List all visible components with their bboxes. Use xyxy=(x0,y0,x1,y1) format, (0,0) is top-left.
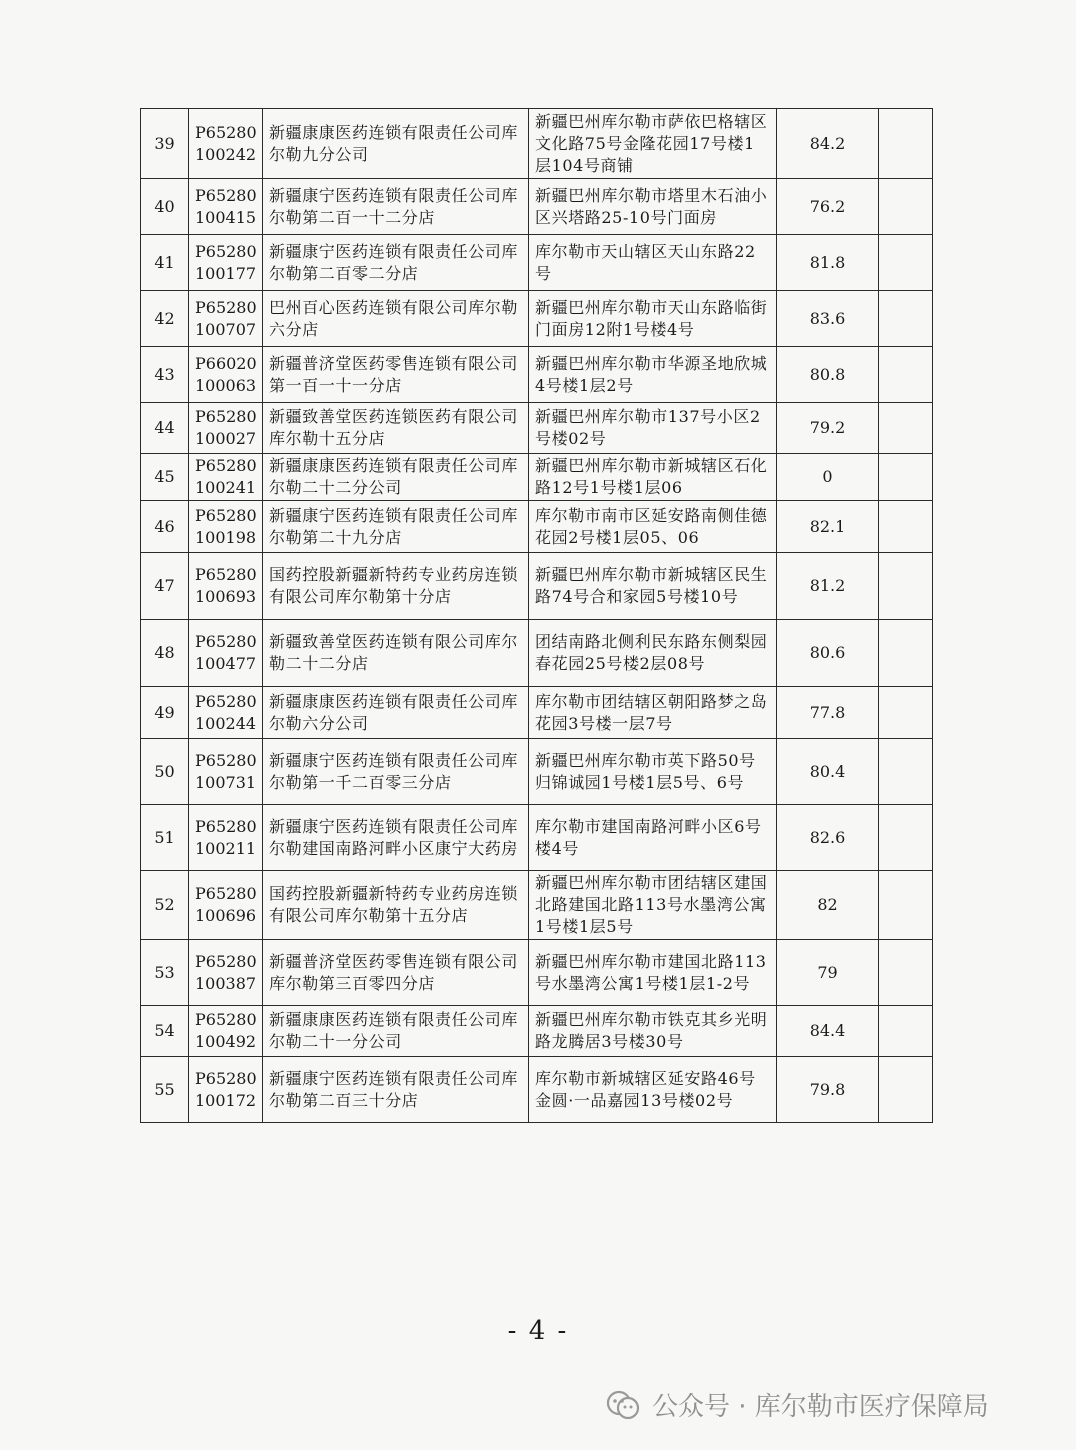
score: 82 xyxy=(777,871,879,940)
table-row xyxy=(141,805,933,871)
score: 79 xyxy=(777,940,879,1006)
row-number: 49 xyxy=(141,687,189,739)
institution-code-prefix: P65280 xyxy=(195,407,257,426)
institution-code-prefix: P65280 xyxy=(195,565,257,584)
pharmacy-name: 国药控股新疆新特药专业药房连锁有限公司库尔勒第十五分店 xyxy=(263,871,529,940)
row-number: 48 xyxy=(141,620,189,687)
institution-code xyxy=(189,805,263,871)
pharmacy-name: 新疆康康医药连锁有限责任公司库尔勒二十一分公司 xyxy=(263,1006,529,1057)
institution-code-suffix: 100211 xyxy=(195,838,257,858)
institution-code xyxy=(189,687,263,739)
institution-code-suffix: 100696 xyxy=(195,906,257,925)
institution-code-prefix: P65280 xyxy=(195,241,257,261)
pharmacy-name: 巴州百心医药连锁有限公司库尔勒六分店 xyxy=(263,291,529,347)
table-row xyxy=(141,454,933,501)
institution-code-suffix: 100492 xyxy=(195,1032,257,1051)
institution-code-prefix: P65280 xyxy=(195,632,257,651)
empty-cell xyxy=(879,291,933,347)
institution-code-suffix: 100241 xyxy=(195,478,257,497)
empty-cell xyxy=(879,1006,933,1057)
table-row xyxy=(141,1057,933,1123)
score: 80.8 xyxy=(777,347,879,403)
institution-code-prefix: P65280 xyxy=(195,297,257,317)
pharmacy-score-table xyxy=(140,108,933,1123)
pharmacy-name: 新疆康宁医药连锁有限责任公司库尔勒第二百三十分店 xyxy=(263,1057,529,1123)
pharmacy-address: 新疆巴州库尔勒市新城辖区民生路74号合和家园5号楼10号 xyxy=(529,553,777,620)
pharmacy-address: 新疆巴州库尔勒市团结辖区建国北路建国北路113号水墨湾公寓1号楼1层5号 xyxy=(529,871,777,940)
pharmacy-address: 新疆巴州库尔勒市新城辖区石化路12号1号楼1层06 xyxy=(529,454,777,501)
pharmacy-name: 新疆康宁医药连锁有限责任公司库尔勒第二百零二分店 xyxy=(263,235,529,291)
pharmacy-address: 库尔勒市南市区延安路南侧佳德花园2号楼1层05、06 xyxy=(529,501,777,553)
institution-code-suffix: 100387 xyxy=(195,973,257,993)
institution-code-prefix: P65280 xyxy=(195,691,257,711)
score: 82.1 xyxy=(777,501,879,553)
pharmacy-address: 库尔勒市天山辖区天山东路22号 xyxy=(529,235,777,291)
row-number: 47 xyxy=(141,553,189,620)
pharmacy-name: 新疆康宁医药连锁有限责任公司库尔勒第一千二百零三分店 xyxy=(263,739,529,805)
institution-code xyxy=(189,179,263,235)
row-number: 51 xyxy=(141,805,189,871)
row-number: 42 xyxy=(141,291,189,347)
row-number: 43 xyxy=(141,347,189,403)
pharmacy-address: 库尔勒市团结辖区朝阳路梦之岛花园3号楼一层7号 xyxy=(529,687,777,739)
institution-code-prefix: P66020 xyxy=(195,353,257,373)
pharmacy-address: 新疆巴州库尔勒市塔里木石油小区兴塔路25-10号门面房 xyxy=(529,179,777,235)
empty-cell xyxy=(879,1057,933,1123)
score: 82.6 xyxy=(777,805,879,871)
empty-cell xyxy=(879,805,933,871)
pharmacy-address: 库尔勒市建国南路河畔小区6号楼4号 xyxy=(529,805,777,871)
table-row xyxy=(141,1006,933,1057)
score: 0 xyxy=(777,454,879,501)
table-row xyxy=(141,403,933,454)
institution-code xyxy=(189,940,263,1006)
institution-code xyxy=(189,1006,263,1057)
pharmacy-name: 新疆康康医药连锁有限责任公司库尔勒六分公司 xyxy=(263,687,529,739)
table-row xyxy=(141,739,933,805)
pharmacy-address: 新疆巴州库尔勒市英下路50号归锦诚园1号楼1层5号、6号 xyxy=(529,739,777,805)
pharmacy-name: 新疆康宁医药连锁有限责任公司库尔勒第二十九分店 xyxy=(263,501,529,553)
table-body xyxy=(141,109,933,1123)
institution-code-prefix: P65280 xyxy=(195,750,257,770)
row-number: 44 xyxy=(141,403,189,454)
institution-code-prefix: P65280 xyxy=(195,884,257,903)
institution-code-suffix: 100707 xyxy=(195,319,257,339)
table-row xyxy=(141,347,933,403)
table-row xyxy=(141,179,933,235)
score: 81.2 xyxy=(777,553,879,620)
institution-code-suffix: 100063 xyxy=(195,375,257,395)
row-number: 39 xyxy=(141,109,189,179)
institution-code-prefix: P65280 xyxy=(195,816,257,836)
institution-code xyxy=(189,291,263,347)
row-number: 50 xyxy=(141,739,189,805)
institution-code-suffix: 100244 xyxy=(195,713,257,733)
row-number: 54 xyxy=(141,1006,189,1057)
table-row xyxy=(141,871,933,940)
institution-code-suffix: 100242 xyxy=(195,144,257,164)
row-number: 52 xyxy=(141,871,189,940)
wechat-official-account-icon xyxy=(606,1390,642,1420)
institution-code-prefix: P65280 xyxy=(195,456,257,475)
score: 80.4 xyxy=(777,739,879,805)
empty-cell xyxy=(879,739,933,805)
pharmacy-address: 库尔勒市新城辖区延安路46号金圆·一品嘉园13号楼02号 xyxy=(529,1057,777,1123)
pharmacy-address: 新疆巴州库尔勒市137号小区2号楼02号 xyxy=(529,403,777,454)
pharmacy-name: 新疆康康医药连锁有限责任公司库尔勒二十二分公司 xyxy=(263,454,529,501)
row-number: 55 xyxy=(141,1057,189,1123)
institution-code-suffix: 100198 xyxy=(195,527,257,547)
pharmacy-name: 新疆致善堂医药连锁医药有限公司库尔勒十五分店 xyxy=(263,403,529,454)
score: 84.2 xyxy=(777,109,879,179)
score: 83.6 xyxy=(777,291,879,347)
empty-cell xyxy=(879,871,933,940)
institution-code-prefix: P65280 xyxy=(195,505,257,525)
pharmacy-name: 新疆普济堂医药零售连锁有限公司库尔勒第三百零四分店 xyxy=(263,940,529,1006)
institution-code xyxy=(189,403,263,454)
institution-code xyxy=(189,553,263,620)
institution-code-prefix: P65280 xyxy=(195,1068,257,1088)
empty-cell xyxy=(879,179,933,235)
institution-code-suffix: 100027 xyxy=(195,429,257,448)
row-number: 46 xyxy=(141,501,189,553)
row-number: 40 xyxy=(141,179,189,235)
pharmacy-address: 新疆巴州库尔勒市天山东路临街门面房12附1号楼4号 xyxy=(529,291,777,347)
score: 81.8 xyxy=(777,235,879,291)
institution-code-suffix: 100477 xyxy=(195,654,257,673)
pharmacy-name: 新疆普济堂医药零售连锁有限公司第一百一十一分店 xyxy=(263,347,529,403)
table-row xyxy=(141,109,933,179)
table-row xyxy=(141,291,933,347)
institution-code-suffix: 100693 xyxy=(195,587,257,606)
watermark-text: 公众号 · 库尔勒市医疗保障局 xyxy=(652,1392,989,1422)
table-row xyxy=(141,687,933,739)
institution-code-suffix: 100731 xyxy=(195,772,257,792)
institution-code xyxy=(189,620,263,687)
empty-cell xyxy=(879,553,933,620)
institution-code xyxy=(189,871,263,940)
pharmacy-address: 新疆巴州库尔勒市铁克其乡光明路龙腾居3号楼30号 xyxy=(529,1006,777,1057)
table-row xyxy=(141,235,933,291)
pharmacy-address: 新疆巴州库尔勒市建国北路113号水墨湾公寓1号楼1层1-2号 xyxy=(529,940,777,1006)
institution-code-suffix: 100172 xyxy=(195,1090,257,1110)
institution-code xyxy=(189,501,263,553)
institution-code xyxy=(189,454,263,501)
table-row xyxy=(141,940,933,1006)
row-number: 45 xyxy=(141,454,189,501)
empty-cell xyxy=(879,109,933,179)
institution-code-prefix: P65280 xyxy=(195,951,257,971)
table-row xyxy=(141,620,933,687)
score: 79.8 xyxy=(777,1057,879,1123)
institution-code-prefix: P65280 xyxy=(195,1010,257,1029)
institution-code-suffix: 100415 xyxy=(195,207,257,227)
score: 76.2 xyxy=(777,179,879,235)
empty-cell xyxy=(879,454,933,501)
empty-cell xyxy=(879,620,933,687)
pharmacy-address: 新疆巴州库尔勒市华源圣地欣城4号楼1层2号 xyxy=(529,347,777,403)
score: 80.6 xyxy=(777,620,879,687)
pharmacy-name: 国药控股新疆新特药专业药房连锁有限公司库尔勒第十分店 xyxy=(263,553,529,620)
row-number: 53 xyxy=(141,940,189,1006)
table-row xyxy=(141,501,933,553)
empty-cell xyxy=(879,501,933,553)
table-row xyxy=(141,553,933,620)
row-number: 41 xyxy=(141,235,189,291)
pharmacy-name: 新疆康宁医药连锁有限责任公司库尔勒第二百一十二分店 xyxy=(263,179,529,235)
institution-code xyxy=(189,347,263,403)
score: 79.2 xyxy=(777,403,879,454)
institution-code xyxy=(189,109,263,179)
pharmacy-address: 团结南路北侧利民东路东侧梨园春花园25号楼2层08号 xyxy=(529,620,777,687)
institution-code-suffix: 100177 xyxy=(195,263,257,283)
pharmacy-name: 新疆康宁医药连锁有限责任公司库尔勒建国南路河畔小区康宁大药房 xyxy=(263,805,529,871)
institution-code-prefix: P65280 xyxy=(195,122,257,142)
institution-code xyxy=(189,1057,263,1123)
empty-cell xyxy=(879,403,933,454)
pharmacy-name: 新疆致善堂医药连锁有限公司库尔勒二十二分店 xyxy=(263,620,529,687)
institution-code-prefix: P65280 xyxy=(195,185,257,205)
empty-cell xyxy=(879,347,933,403)
score: 77.8 xyxy=(777,687,879,739)
pharmacy-address: 新疆巴州库尔勒市萨依巴格辖区文化路75号金隆花园17号楼1层104号商铺 xyxy=(529,109,777,179)
empty-cell xyxy=(879,235,933,291)
institution-code xyxy=(189,739,263,805)
empty-cell xyxy=(879,940,933,1006)
score: 84.4 xyxy=(777,1006,879,1057)
page-number: - 4 - xyxy=(507,1316,569,1346)
watermark xyxy=(606,1386,989,1423)
empty-cell xyxy=(879,687,933,739)
institution-code xyxy=(189,235,263,291)
pharmacy-name: 新疆康康医药连锁有限责任公司库尔勒九分公司 xyxy=(263,109,529,179)
